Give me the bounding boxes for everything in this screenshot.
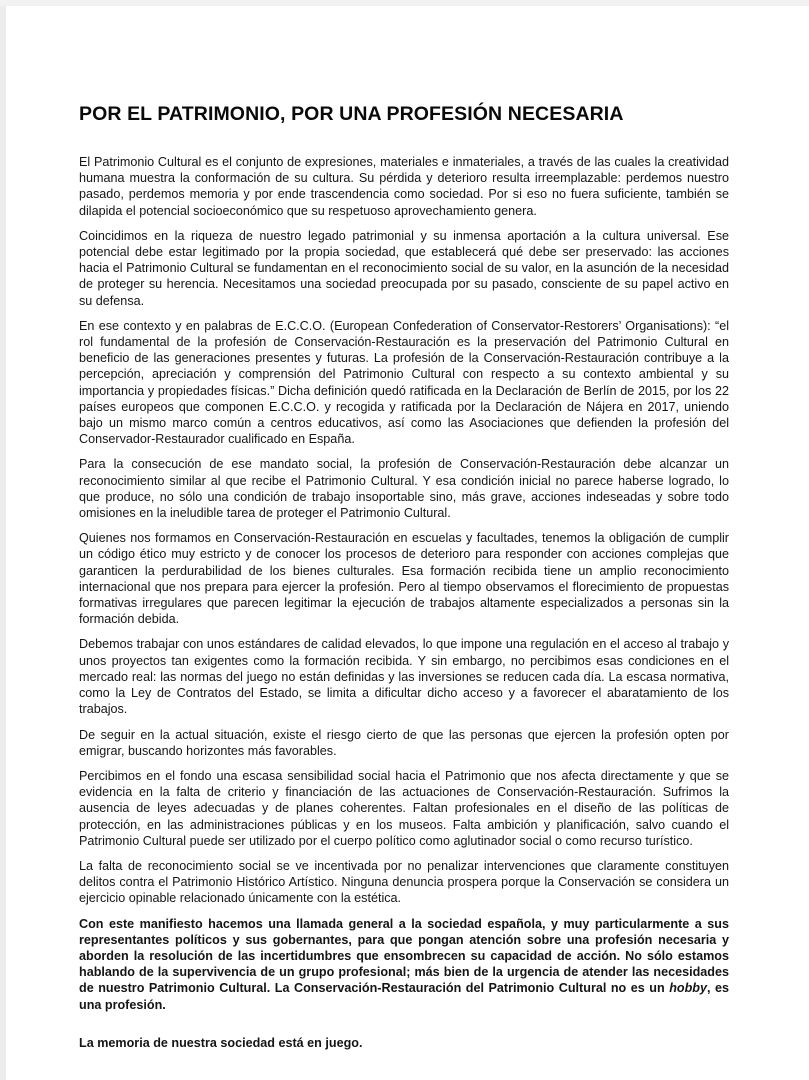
closing-statement: La memoria de nuestra sociedad está en juego. xyxy=(79,1035,363,1050)
paragraph-8: Percibimos en el fondo una escasa sensibilidad social hacia el Patrimonio que nos afecta directamente y que se evidencia en la falta de criterio y financiación de las actuaciones de Conservación-Restauración. Sufrimos la ausencia de leyes adecuadas y de planes coherentes. Faltan profesionales en el diseño de las políticas de protección, en las administraciones públicas y en los museos. Falta ambición y planificación, salvo cuando el Patrimonio Cultural puede ser utilizado por el cuerpo político como aglutinador social o como recurso turístico. xyxy=(79,768,729,848)
hobby-emphasis: hobby xyxy=(669,981,707,996)
paragraph-7: De seguir en la actual situación, existe el riesgo cierto de que las personas que ejercen la profesión opten por emigrar, buscando horizontes más favorables. xyxy=(79,727,729,758)
paragraph-4: Para la consecución de ese mandato social, la profesión de Conservación-Restauración debe alcanzar un reconocimiento similar al que recibe el Patrimonio Cultural. Y esa condición inicial no parece haberse logrado, lo que produce, no sólo una condición de trabajo insoportable sino, más grave, acciones indeseadas y sobre todo omisiones en la ineludible tarea de proteger el Patrimonio Cultural. xyxy=(79,457,729,521)
paragraph-5: Quienes nos formamos en Conservación-Restauración en escuelas y facultades, tenemos la obligación de cumplir un código ético muy estricto y de conocer los procesos de deterioro para responder con acciones complejas que garanticen la perdurabilidad de los bienes culturales. Esa formación recibida tiene un amplio reconocimiento internacional que nos prepara para ejercer la profesión. Pero al tiempo observamos el florecimiento de propuestas formativas irregulares que parecen legitimar la ejecución de trabajos altamente especializados a personas sin la formación debida. xyxy=(79,531,729,627)
paragraph-6: Debemos trabajar con unos estándares de calidad elevados, lo que impone una regulación en el acceso al trabajo y unos proyectos tan exigentes como la formación recibida. Y sin embargo, no percibimos esas condiciones en el mercado real: las normas del juego no están definidas y las inversiones se reducen cada día. La escasa normativa, como la Ley de Contratos del Estado, se limita a dificultar dicho acceso y a favorecer el abaratamiento de los trabajos. xyxy=(79,637,729,717)
call-to-action-paragraph xyxy=(79,916,729,1013)
call-to-action-text: Con este manifiesto hacemos una llamada general a la sociedad española, y muy particularmente a sus representantes políticos y sus gobernantes, para que pongan atención sobre una profesión necesaria y aborden la resolución de las incertidumbres que ensombrecen su capacidad de acción. No sólo estamos hablando de la supervivencia de un grupo profesional; más bien de la urgencia de atender las necesidades de nuestro Patrimonio Cultural. La Conservación-Restauración del Patrimonio Cultural no es un xyxy=(79,916,729,996)
call-to-action-ending: , es una profesión. xyxy=(79,981,729,1012)
document-title: POR EL PATRIMONIO, POR UNA PROFESIÓN NECESARIA xyxy=(79,103,624,125)
paragraph-2: Coincidimos en la riqueza de nuestro legado patrimonial y su inmensa aportación a la cultura universal. Ese potencial debe estar legitimado por la propia sociedad, que establecerá qué debe ser preservado: las acciones hacia el Patrimonio Cultural se fundamentan en el reconocimiento social de su valor, en la asunción de la necesidad de proteger su herencia. Necesitamos una sociedad preocupada por su pasado, consciente de su papel activo en su defensa. xyxy=(79,228,729,308)
paragraph-3: En ese contexto y en palabras de E.C.C.O. (European Confederation of Conservator-Restorers’ Organisations): “el rol fundamental de la profesión de Conservación-Restauración es la preservación del Patrimonio Cultural en beneficio de las generaciones presentes y futuras. La profesión de la Conservación-Restauración contribuye a la percepción, apreciación y comprensión del Patrimonio Cultural con respecto a su contexto ambiental y su importancia y propiedades físicas.” Dicha definición quedó ratificada en la Declaración de Berlín de 2015, por los 22 países europeos que componen E.C.C.O. y recogida y ratificada por la Declaración de Nájera en 2017, uniendo bajo un mismo marco común a centros educativos, así como las Asociaciones que defienden la profesión del Conservador-Restaurador cualificado en España. xyxy=(79,318,729,447)
document-body xyxy=(79,101,729,1060)
page-top-edge xyxy=(0,0,809,6)
paragraph-1: El Patrimonio Cultural es el conjunto de expresiones, materiales e inmateriales, a través de las cuales la creatividad humana muestra la conformación de su cultura. Su pérdida y deterioro resulta irreemplazable: perdemos nuestro pasado, perdemos memoria y por ende trascendencia como sociedad. Por si eso no fuera suficiente, también se dilapida el potencial socioeconómico que su respetuoso aprovechamiento genera. xyxy=(79,155,729,218)
page-edge-shadow xyxy=(0,0,6,1080)
paragraph-9: La falta de reconocimiento social se ve incentivada por no penalizar intervenciones que claramente constituyen delitos contra el Patrimonio Histórico Artístico. Ninguna denuncia prospera porque la Conservación se considera un ejercicio opinable relacionado únicamente con la estética. xyxy=(79,858,729,906)
